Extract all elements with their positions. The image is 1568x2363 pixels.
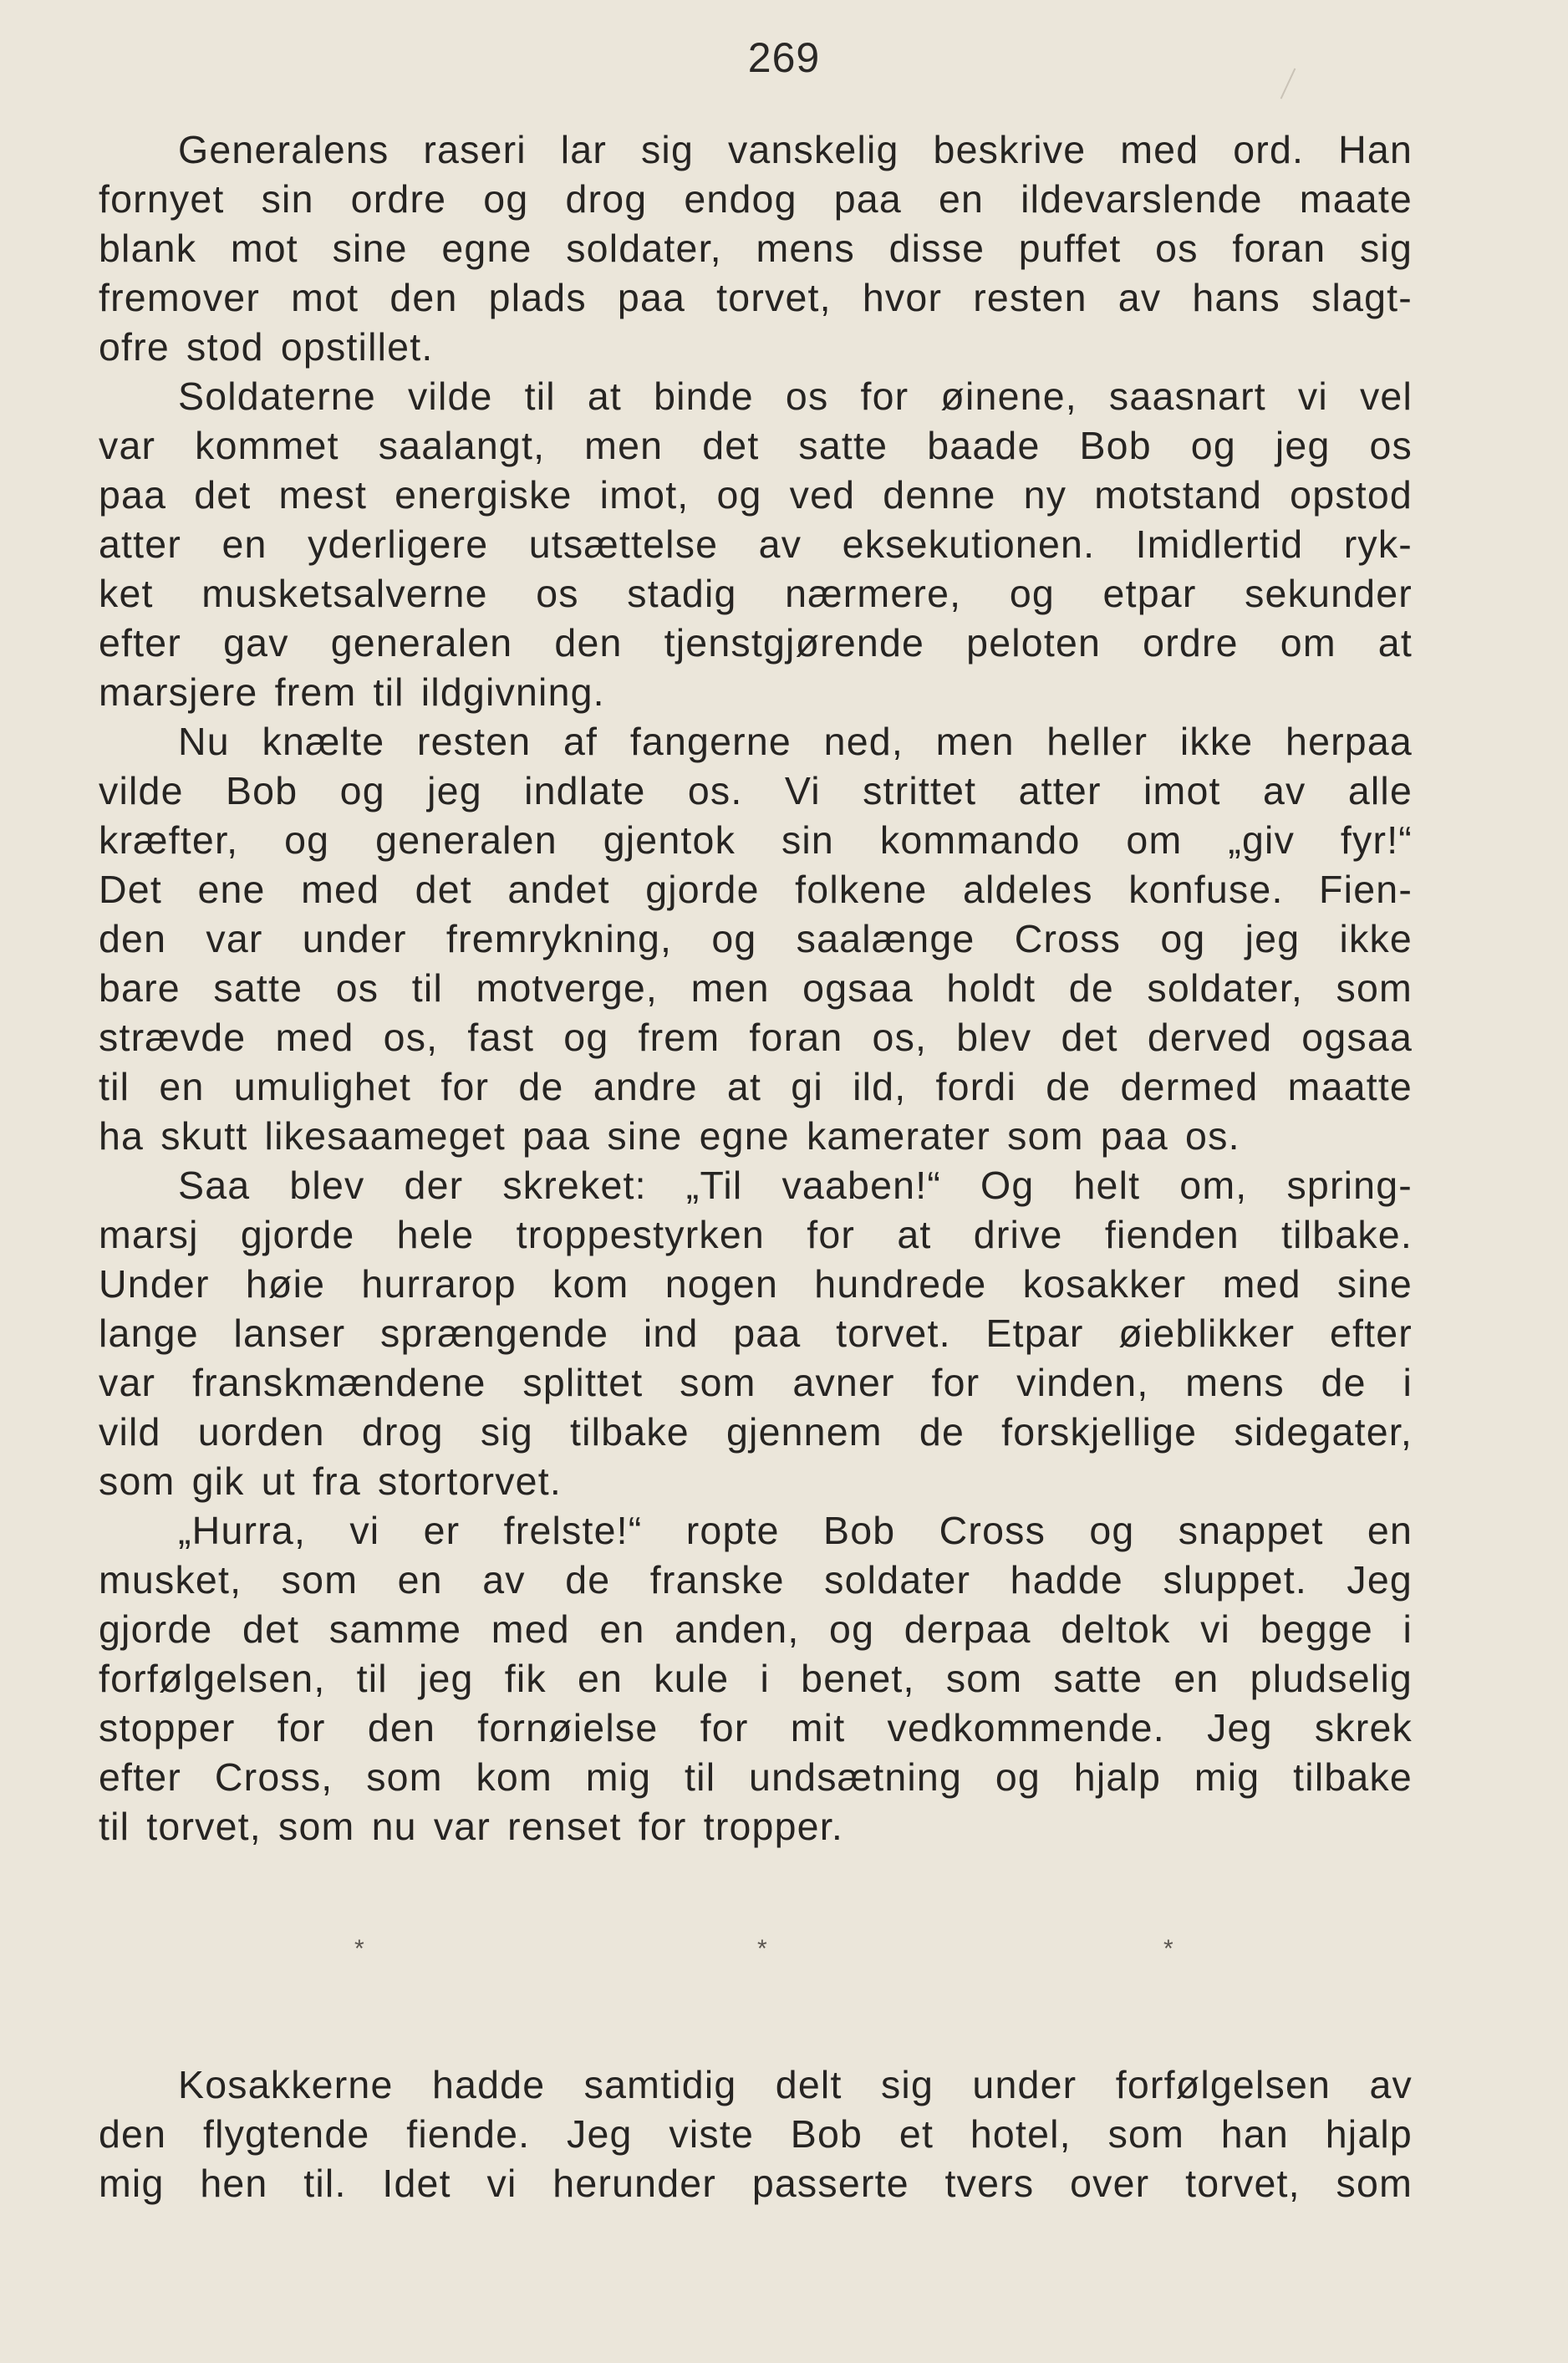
section-break-asterisk: *	[354, 1935, 364, 1963]
text-line: musket, som en av de franske soldater hadde sluppet. Jeg	[99, 1558, 1413, 1602]
text-line: til en umulighet for de andre at gi ild, fordi de dermed maatte	[99, 1065, 1413, 1108]
text-line: var kommet saalangt, men det satte baade Bob og jeg os	[99, 424, 1413, 467]
text-line: marsj gjorde hele troppestyrken for at drive fienden tilbake.	[99, 1213, 1413, 1256]
text-line: den var under fremrykning, og saalænge Cross og jeg ikke	[99, 917, 1413, 960]
text-line: ket musketsalverne os stadig nærmere, og etpar sekunder	[99, 572, 1413, 615]
page-number: 269	[747, 34, 821, 81]
section-break-asterisk: *	[757, 1935, 767, 1963]
text-line: Kosakkerne hadde samtidig delt sig under forfølgelsen av	[178, 2063, 1413, 2106]
text-line: efter Cross, som kom mig til undsætning og hjalp mig tilbake	[99, 1755, 1413, 1799]
main-text-block	[99, 125, 1413, 1851]
text-line: ha skutt likesaameget paa sine egne kamerater som paa os.	[99, 1114, 1240, 1158]
text-line: strævde med os, fast og frem foran os, blev det derved ogsaa	[99, 1016, 1413, 1059]
text-line: var franskmændene splittet som avner for vinden, mens de i	[99, 1361, 1413, 1404]
section-break	[0, 1935, 1568, 1985]
text-line: den flygtende fiende. Jeg viste Bob et hotel, som han hjalp	[99, 2112, 1413, 2156]
text-line: atter en yderligere utsættelse av eksekutionen. Imidlertid ryk-	[99, 522, 1413, 566]
text-line: forfølgelsen, til jeg fik en kule i benet, som satte en pludselig	[99, 1657, 1413, 1700]
text-line: Generalens raseri lar sig vanskelig beskrive med ord. Han	[178, 128, 1413, 171]
text-line: gjorde det samme med en anden, og derpaa deltok vi begge i	[99, 1607, 1413, 1651]
text-line: Saa blev der skreket: „Til vaaben!“ Og helt om, spring-	[178, 1164, 1413, 1207]
text-line: lange lanser sprængende ind paa torvet. Etpar øieblikker efter	[99, 1311, 1413, 1355]
text-line: vilde Bob og jeg indlate os. Vi strittet atter imot av alle	[99, 769, 1413, 812]
text-line: marsjere frem til ildgivning.	[99, 670, 605, 714]
text-line: blank mot sine egne soldater, mens disse puffet os foran sig	[99, 227, 1413, 270]
text-line: bare satte os til motverge, men ogsaa holdt de soldater, som	[99, 966, 1413, 1010]
text-line: ofre stod opstillet.	[99, 325, 434, 369]
text-line: mig hen til. Idet vi herunder passerte tvers over torvet, som	[99, 2162, 1413, 2205]
text-line: kræfter, og generalen gjentok sin kommando om „giv fyr!“	[99, 818, 1413, 862]
text-line: Soldaterne vilde til at binde os for øinene, saasnart vi vel	[178, 374, 1413, 418]
text-line: vild uorden drog sig tilbake gjennem de forskjellige sidegater,	[99, 1410, 1413, 1454]
text-line: Under høie hurrarop kom nogen hundrede kosakker med sine	[99, 1262, 1413, 1306]
text-line: Det ene med det andet gjorde folkene aldeles konfuse. Fien-	[99, 868, 1413, 911]
text-line: som gik ut fra stortorvet.	[99, 1459, 562, 1503]
text-line: fremover mot den plads paa torvet, hvor resten av hans slagt-	[99, 276, 1413, 319]
text-line: paa det mest energiske imot, og ved denne ny motstand opstod	[99, 473, 1413, 517]
section-break-asterisk: *	[1163, 1935, 1173, 1963]
text-line: „Hurra, vi er frelste!“ ropte Bob Cross og snappet en	[178, 1509, 1413, 1552]
text-line: til torvet, som nu var renset for tropper.	[99, 1805, 843, 1848]
text-line: Nu knælte resten af fangerne ned, men heller ikke herpaa	[178, 720, 1413, 763]
continuation-text-block	[99, 2060, 1413, 2208]
text-line: fornyet sin ordre og drog endog paa en ildevarslende maate	[99, 177, 1413, 221]
text-line: efter gav generalen den tjenstgjørende peloten ordre om at	[99, 621, 1413, 665]
text-line: stopper for den fornøielse for mit vedkommende. Jeg skrek	[99, 1706, 1413, 1749]
